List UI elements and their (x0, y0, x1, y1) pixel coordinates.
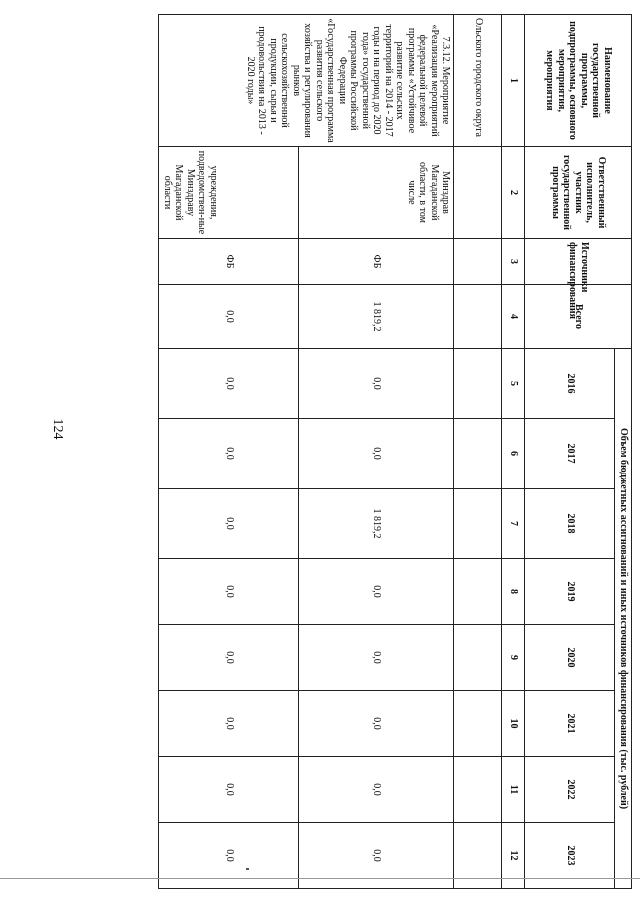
row-value: 0,0 (159, 559, 299, 625)
row-value: 0,0 (299, 559, 454, 625)
header-year: 2018 (525, 489, 615, 559)
row-value (454, 757, 502, 823)
row-total: 0,0 (159, 285, 299, 349)
row-value (454, 349, 502, 419)
row-value: 0,0 (159, 489, 299, 559)
row-name: 7.3.12. Мероприятие «Реализация мероприятий федеральной целевой программы «Устойчивое развитие сельских территорий на 2014 - 2017 годы и на период до 2020 года» государственной программы Российской Федерации «Государственная программа развития сельского хозяйства и регулирования рынков сельскохозяйственной продукции, сырья и продовольствия на 2013 - 2020 годы» (159, 15, 454, 147)
page-bottom-rule (0, 878, 640, 879)
row-value: 0,0 (299, 419, 454, 489)
table-row (159, 15, 299, 889)
header-year: 2020 (525, 625, 615, 691)
index-cell: 1 (502, 15, 525, 147)
row-value: 0,0 (299, 757, 454, 823)
header-executor: Ответственный исполнитель, участник государственной программы (525, 147, 632, 239)
row-value (454, 489, 502, 559)
row-executor (454, 147, 502, 239)
row-total: 1 819,2 (299, 285, 454, 349)
row-value (454, 559, 502, 625)
row-value: 0,0 (159, 691, 299, 757)
row-value: 0,0 (159, 823, 299, 889)
table-row (454, 15, 502, 889)
row-value: 0,0 (299, 625, 454, 691)
index-cell: 12 (502, 823, 525, 889)
row-value: 0,0 (299, 691, 454, 757)
row-value: 0,0 (299, 823, 454, 889)
index-cell: 5 (502, 349, 525, 419)
index-cell: 8 (502, 559, 525, 625)
index-cell: 3 (502, 239, 525, 285)
row-value: 0,0 (159, 625, 299, 691)
header-total: Всего (525, 285, 632, 349)
header-year: 2017 (525, 419, 615, 489)
scan-speck (246, 868, 249, 870)
row-name: Ольского городского округа (454, 15, 502, 147)
row-source (454, 239, 502, 285)
index-cell: 10 (502, 691, 525, 757)
budget-table-container (62, 14, 632, 888)
row-value (454, 691, 502, 757)
header-source: Источники финансирования (525, 239, 632, 285)
header-volume: Объем бюджетных ассигнований и иных источников финансирования (тыс. рублей) (615, 349, 632, 889)
row-value: 0,0 (299, 349, 454, 419)
row-value: 0,0 (159, 349, 299, 419)
row-value: 0,0 (159, 757, 299, 823)
header-year: 2016 (525, 349, 615, 419)
row-source: ФБ (159, 239, 299, 285)
row-value: 0,0 (159, 419, 299, 489)
row-executor: Минздрав Магаданской области, в том числе (299, 147, 454, 239)
header-year: 2023 (525, 823, 615, 889)
header-year: 2022 (525, 757, 615, 823)
row-executor: учреждения, подведомствен-ные Минздраву Магаданской области (159, 147, 299, 239)
index-cell: 7 (502, 489, 525, 559)
index-cell: 2 (502, 147, 525, 239)
index-cell: 4 (502, 285, 525, 349)
row-value (454, 419, 502, 489)
table-row (299, 15, 454, 889)
row-value (454, 625, 502, 691)
row-source: ФБ (299, 239, 454, 285)
row-total (454, 285, 502, 349)
budget-table (159, 14, 633, 889)
index-cell: 11 (502, 757, 525, 823)
index-cell: 9 (502, 625, 525, 691)
page-number: 124 (50, 418, 65, 440)
index-cell: 6 (502, 419, 525, 489)
header-year: 2021 (525, 691, 615, 757)
header-year: 2019 (525, 559, 615, 625)
row-value: 1 819,2 (299, 489, 454, 559)
index-row (502, 15, 525, 889)
header-name: Наименование государственной программы, подпрограммы, основного мероприятия, мероприятия (525, 15, 632, 147)
